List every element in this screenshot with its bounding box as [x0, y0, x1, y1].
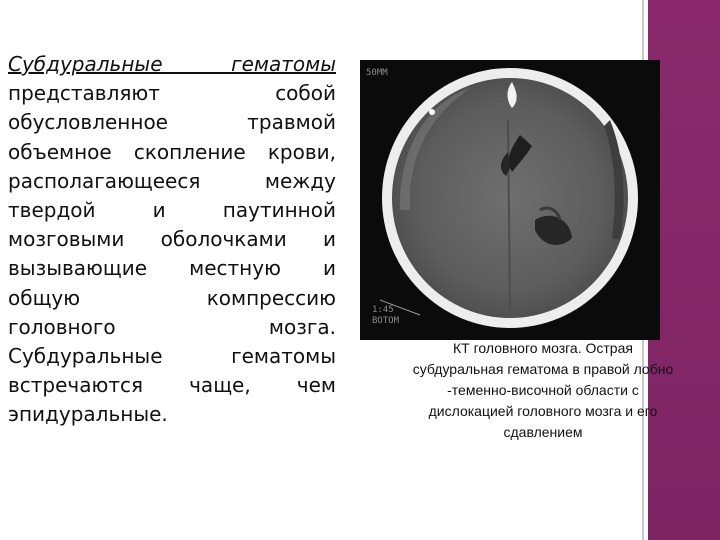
text-line: располагающееся между — [8, 168, 336, 193]
text-line: объемное скопление крови, — [8, 139, 336, 164]
text-line: встречаются чаще, чем — [8, 373, 336, 398]
text-line: Субдуральные гематомы — [8, 344, 336, 369]
text-line: общую компрессию — [8, 285, 336, 310]
text-line: вызывающие местную и — [8, 256, 336, 281]
ct-scan-drawing — [360, 60, 660, 340]
caption-line: КТ головного мозга. Острая — [453, 340, 633, 356]
text-line: эпидуральные. — [8, 402, 168, 427]
slide-title: Субдуральные гематомы — [8, 52, 336, 76]
text-line: головного мозга. — [8, 314, 336, 339]
text-line: представляют собой — [8, 81, 336, 106]
caption-line: субдуральная гематома в правой лобно — [412, 361, 674, 377]
text-line: мозговыми оболочками и — [8, 227, 336, 252]
caption-line: -теменно-височной области с — [447, 382, 639, 398]
text-line: обусловленное травмой — [8, 110, 336, 135]
ct-overlay-meta: ВОТОМ — [372, 316, 400, 326]
ct-overlay-meta: 1:45 — [372, 305, 394, 315]
caption-line: дислокацией головного мозга и его — [428, 403, 658, 419]
text-line: твердой и паутинной — [8, 198, 336, 223]
image-caption — [366, 338, 720, 443]
caption-line: сдавлением — [503, 424, 583, 440]
ct-overlay-scale: 50MM — [366, 68, 388, 78]
main-text — [8, 50, 336, 430]
ct-scan-image — [360, 60, 660, 340]
